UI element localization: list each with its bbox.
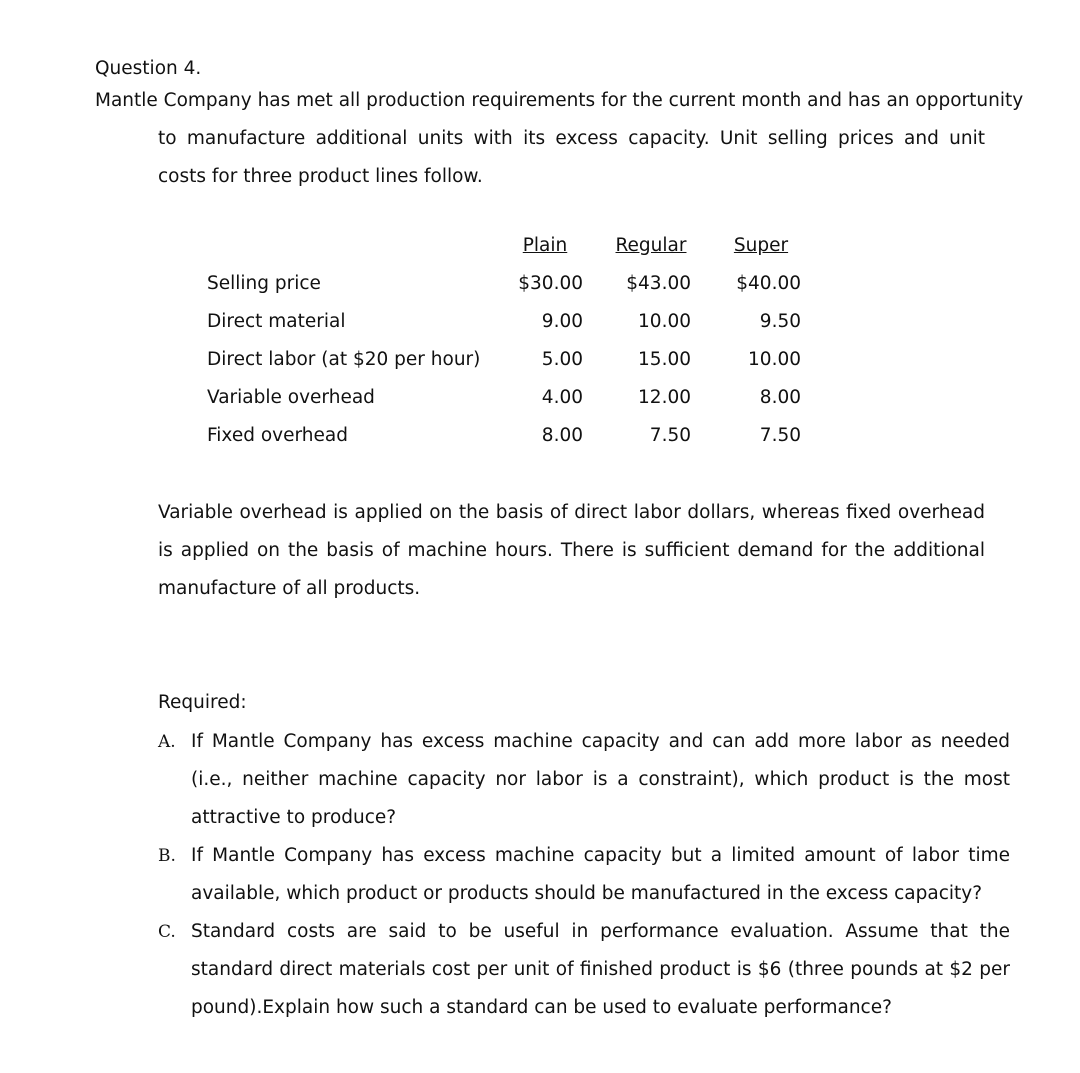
- row-label: Variable overhead: [207, 386, 375, 408]
- question-title: Question 4.: [95, 58, 202, 79]
- cell-regular: 12.00: [638, 386, 691, 408]
- item-letter: B.: [158, 846, 176, 866]
- row-label: Direct labor (at $20 per hour): [207, 348, 481, 370]
- table-header-blank: [200, 226, 507, 264]
- table-row: [200, 340, 801, 378]
- table-row: [200, 264, 801, 302]
- required-list: [158, 723, 1010, 1027]
- cell-regular: 15.00: [638, 348, 691, 370]
- list-item: [158, 837, 1010, 913]
- header-plain: Plain: [522, 234, 568, 256]
- required-heading: Required:: [158, 692, 247, 713]
- intro-first-line: Mantle Company has met all production requirements for the current month and has an opportunity: [95, 90, 1024, 111]
- list-item: [158, 723, 1010, 837]
- cell-super: 10.00: [748, 348, 801, 370]
- cell-regular: 7.50: [649, 424, 691, 446]
- overhead-note: Variable overhead is applied on the basis of direct labor dollars, whereas fixed overhead is applied on the basis of machine hours. There is sufficient demand for the additional manufacture of all products.: [158, 502, 985, 599]
- column-gap: [691, 226, 721, 264]
- row-label: Fixed overhead: [207, 424, 348, 446]
- item-text: If Mantle Company has excess machine capacity but a limited amount of labor time available, which product or products should be manufactured in the excess capacity?: [191, 845, 1010, 904]
- cell-plain: 4.00: [541, 386, 583, 408]
- cell-super: 8.00: [759, 386, 801, 408]
- cell-super: 7.50: [759, 424, 801, 446]
- cell-plain: 8.00: [541, 424, 583, 446]
- cell-super: $40.00: [736, 272, 801, 294]
- header-regular: Regular: [615, 234, 687, 256]
- row-label: Direct material: [207, 310, 346, 332]
- column-gap: [583, 226, 611, 264]
- item-letter: C.: [158, 922, 176, 942]
- table-row: [200, 378, 801, 416]
- cell-plain: 9.00: [541, 310, 583, 332]
- cell-plain: $30.00: [518, 272, 583, 294]
- table-row: [200, 416, 801, 454]
- question-intro: [95, 82, 1024, 196]
- cell-regular: 10.00: [638, 310, 691, 332]
- header-super: Super: [733, 234, 789, 256]
- cell-regular: $43.00: [626, 272, 691, 294]
- list-item: [158, 913, 1010, 1027]
- unit-cost-table: [200, 226, 801, 454]
- item-text: If Mantle Company has excess machine capacity and can add more labor as needed (i.e., neither machine capacity nor labor is a constraint), which product is the most attractive to produce?: [191, 731, 1010, 828]
- item-letter: A.: [158, 732, 176, 752]
- row-label: Selling price: [207, 272, 321, 294]
- cell-super: 9.50: [759, 310, 801, 332]
- intro-continuation: to manufacture additional units with its excess capacity. Unit selling prices and unit costs for three product lines follow.: [158, 128, 985, 187]
- item-text: Standard costs are said to be useful in performance evaluation. Assume that the standard direct materials cost per unit of finished product is $6 (three pounds at $2 per pound).Explain how such a standard can be used to evaluate performance?: [191, 921, 1010, 1018]
- table-header-row: [200, 226, 801, 264]
- cell-plain: 5.00: [541, 348, 583, 370]
- table-row: [200, 302, 801, 340]
